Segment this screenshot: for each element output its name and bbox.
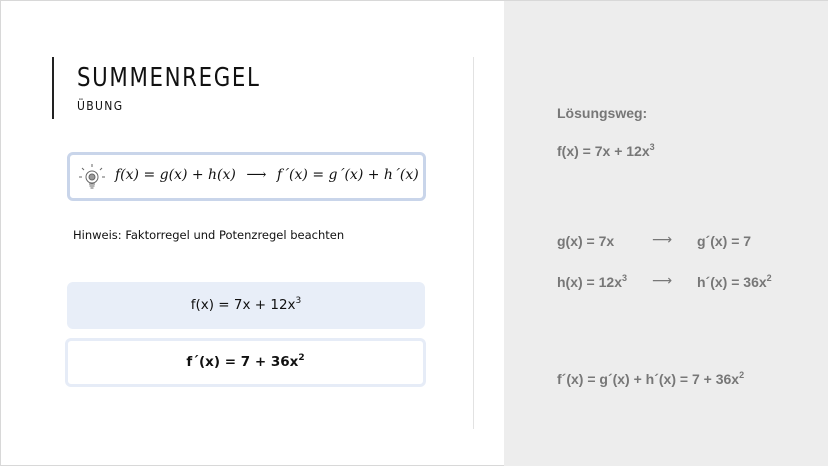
final-derivative-exp: 2 <box>739 370 745 380</box>
column-divider <box>473 57 474 429</box>
sum-rule-formula <box>115 167 419 183</box>
h-derivative-exp: 2 <box>766 273 772 283</box>
solution-function <box>557 143 655 159</box>
rule-left: f(x) = g(x) + h(x) <box>115 167 236 183</box>
title-accent-bar <box>52 57 54 119</box>
solution-function-exp: 3 <box>649 142 655 152</box>
given-function <box>67 297 425 313</box>
hint-text: Hinweis: Faktorregel und Potenzregel beachten <box>73 228 345 242</box>
slide-title: SUMMENREGEL <box>77 63 261 93</box>
solution-function-base: f(x) = 7x + 12x <box>557 143 650 159</box>
result-box <box>65 338 426 387</box>
h-derivative <box>697 274 772 290</box>
final-derivative <box>557 371 744 387</box>
h-arrow: ⟶ <box>652 273 673 289</box>
slide-subtitle: ÜBUNG <box>77 99 124 113</box>
h-derivative-base: h´(x) = 36x <box>697 274 767 290</box>
result-derivative <box>68 354 423 370</box>
h-function-base: h(x) = 12x <box>557 274 622 290</box>
g-function: g(x) = 7x <box>557 233 615 249</box>
h-function <box>557 274 627 290</box>
result-exponent: 2 <box>298 353 305 363</box>
lightbulb-icon <box>78 163 106 191</box>
result-base: f´(x) = 7 + 36x <box>186 354 299 370</box>
solution-heading: Lösungsweg: <box>557 105 648 121</box>
h-function-exp: 3 <box>621 273 627 283</box>
rule-arrow: ⟶ <box>246 167 267 183</box>
rule-box <box>67 152 426 201</box>
given-function-box <box>67 282 425 329</box>
given-exponent: 3 <box>295 296 302 306</box>
rule-right: f´(x) = g´(x) + h´(x) <box>276 167 419 183</box>
g-derivative: g´(x) = 7 <box>697 233 752 249</box>
final-derivative-base: f´(x) = g´(x) + h´(x) = 7 + 36x <box>557 371 740 387</box>
g-arrow: ⟶ <box>652 232 673 248</box>
given-base: f(x) = 7x + 12x <box>190 297 296 313</box>
